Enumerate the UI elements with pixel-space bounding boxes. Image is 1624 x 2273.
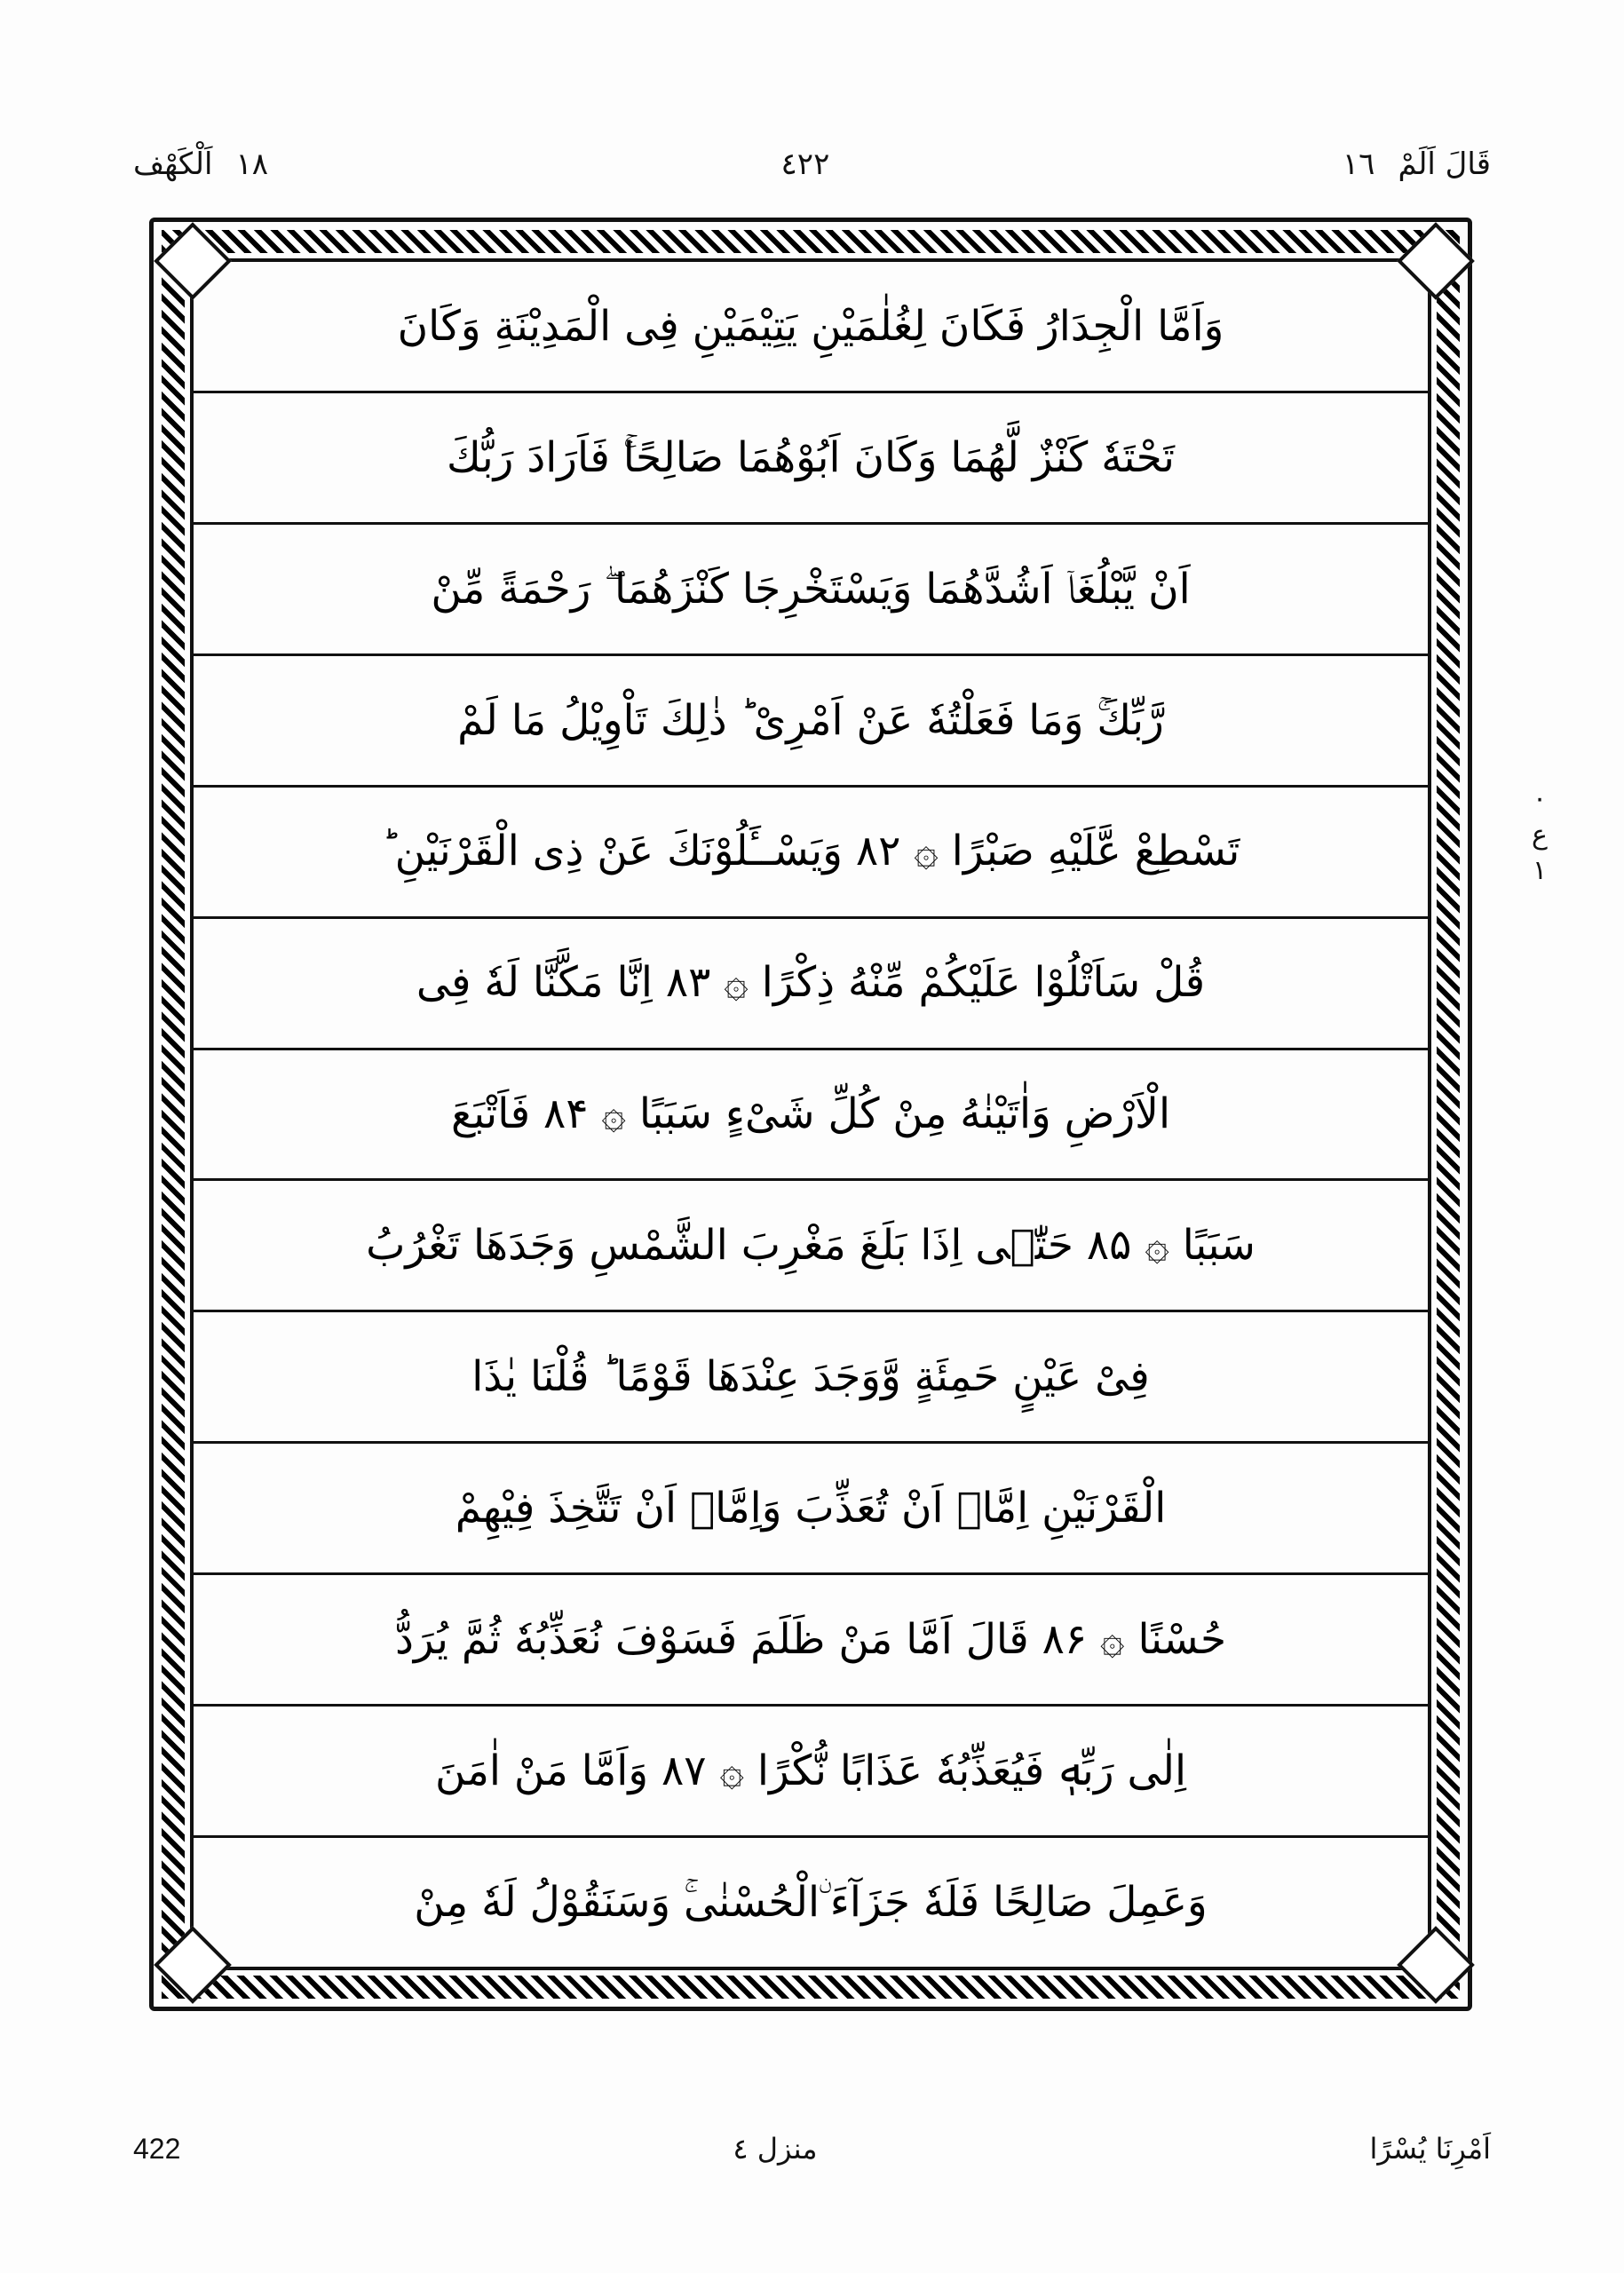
quran-line-text: قُلْ سَاَتْلُوْا عَلَيْكُمْ مِّنْهُ ذِكْرًا ۞ ۸۳ اِنَّا مَكَّنَّا لَهٗ فِى <box>416 958 1206 1008</box>
header-surah-info <box>133 147 268 182</box>
quran-line <box>194 525 1428 656</box>
quran-line-text: فِىْ عَيْنٍ حَمِئَةٍ وَّوَجَدَ عِنْدَهَا قَوْمًا‌ ؕ قُلْنَا يٰذَا <box>471 1352 1150 1402</box>
quran-line <box>194 1050 1428 1182</box>
quran-line <box>194 1444 1428 1575</box>
quran-line <box>194 919 1428 1050</box>
ruku-marker-number: ١ <box>1532 855 1548 886</box>
ruku-marker-label: ع <box>1532 819 1548 851</box>
quran-line <box>194 788 1428 919</box>
quran-line <box>194 656 1428 788</box>
header-page-number-arabic: ٤٢٢ <box>780 147 830 182</box>
footer-page-number: 422 <box>133 2132 181 2165</box>
quran-line <box>194 1575 1428 1707</box>
page-footer <box>133 2122 1491 2175</box>
quran-line <box>194 1707 1428 1838</box>
ruku-marker-sub: ٠ <box>1532 783 1548 814</box>
quran-text-block <box>194 262 1428 1967</box>
quran-line <box>194 393 1428 525</box>
quran-line-text: اِلٰى رَبِّهٖ فَيُعَذِّبُهٗ عَذَابًا نُّكْرًا ۞ ۸۷ وَاَمَّا مَنْ اٰمَنَ <box>434 1746 1187 1795</box>
quran-line-text: الْاَرْضِ وَاٰتَيْنٰهُ مِنْ كُلِّ شَىْءٍ سَبَبًا ۞ ۸۴ فَاَتْبَعَ <box>450 1089 1171 1139</box>
quran-line-text: رَّبِّكَ‌ۚ وَمَا فَعَلْتُهٗ عَنْ اَمْرِىْ‌ ؕ ذٰلِكَ تَاْوِيْلُ مَا لَمْ <box>457 695 1164 745</box>
footer-manzil: منزل ٤ <box>733 2132 818 2166</box>
quran-line <box>194 1312 1428 1444</box>
footer-catchword: اَمْرِنَا يُسْرًا <box>1369 2132 1491 2166</box>
header-surah-number: ١٨ <box>235 147 268 182</box>
quran-line <box>194 1838 1428 1967</box>
quran-line-text: وَعَمِلَ صَالِحًا فَلَهٗ جَزَآءَ ۨالْحُسْنٰى‌ۚ وَسَنَقُوْلُ لَهٗ مِنْ <box>414 1877 1208 1927</box>
quran-line-text: حُسْنًا ۞ ۸۶ قَالَ اَمَّا مَنْ ظَلَمَ فَسَوْفَ نُعَذِّبُهٗ ثُمَّ يُرَدُّ <box>394 1614 1227 1664</box>
quran-line-text: تَسْطِعْ عَّلَيْهِ صَبْرًا ۞ ۸۲ وَيَسْــَٔلُوْنَكَ عَنْ ذِى الْقَرْنَيْنِ ؕ <box>381 827 1240 876</box>
header-part-info <box>1342 147 1491 182</box>
quran-line-text: وَاَمَّا الْجِدَارُ فَكَانَ لِغُلٰمَيْنِ يَتِيْمَيْنِ فِى الْمَدِيْنَةِ وَكَانَ <box>397 301 1224 351</box>
quran-line <box>194 262 1428 393</box>
quran-line <box>194 1181 1428 1312</box>
page-header <box>133 133 1491 195</box>
quran-line-text: سَبَبًا ۞ ۸۵ حَتّٰۤى اِذَا بَلَغَ مَغْرِبَ الشَّمْسِ وَجَدَهَا تَغْرُبُ <box>366 1221 1256 1271</box>
header-part-number: ١٦ <box>1342 147 1375 182</box>
header-surah-name: اَلْكَهْف <box>133 147 213 182</box>
quran-line-text: الْقَرْنَيْنِ اِمَّاۤ اَنْ تُعَذِّبَ وَاِمَّاۤ اَنْ تَتَّخِذَ فِيْهِمْ <box>455 1484 1167 1533</box>
quran-line-text: تَحْتَهٗ كَنْزٌ لَّهُمَا وَكَانَ اَبُوْهُمَا صَالِحًا‌ۚ فَاَرَادَ رَبُّكَ <box>446 432 1176 482</box>
quran-line-text: اَنْ يَّبْلُغَاۤ اَشُدَّهُمَا وَيَسْتَخْرِجَا كَنْزَهُمَا ۖ رَحْمَةً مِّنْ <box>431 564 1191 614</box>
ruku-marker <box>1501 781 1578 890</box>
header-part-label: قَالَ اَلَمْ <box>1398 147 1491 182</box>
